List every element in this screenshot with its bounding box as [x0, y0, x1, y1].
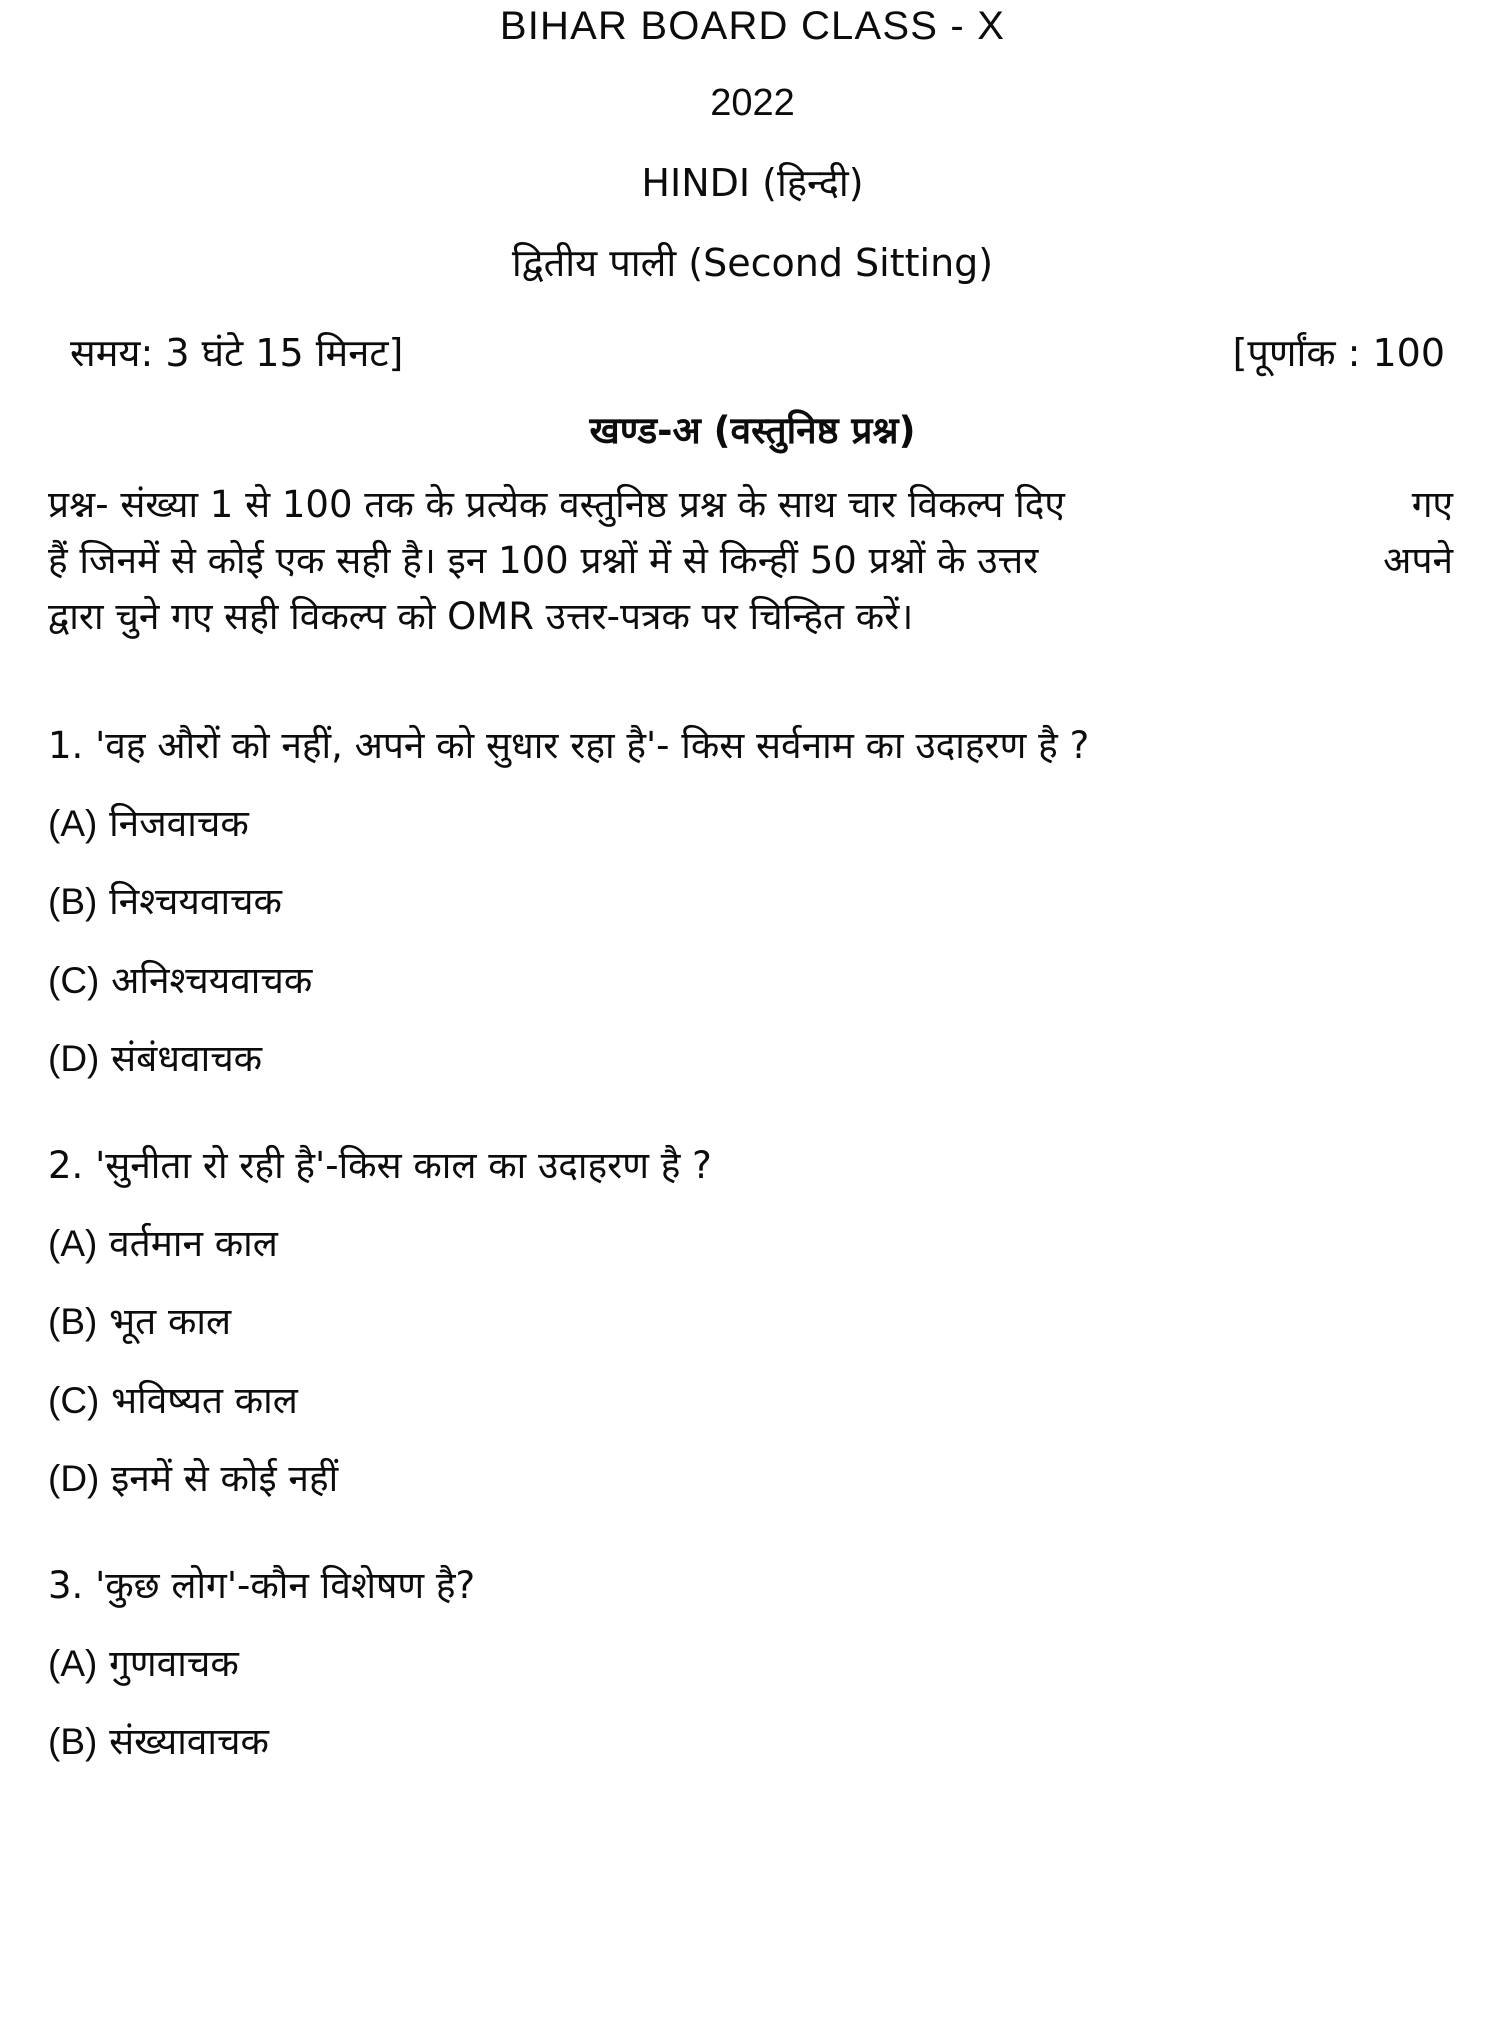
question-1-option-b[interactable] — [48, 880, 1457, 924]
full-marks: [पूर्णांक : 100 — [1232, 331, 1445, 375]
question-2-option-d-label: इनमें से कोई नहीं — [111, 1457, 339, 1501]
question-1 — [48, 724, 1457, 1082]
question-2-option-d-mark: (D) — [48, 1458, 100, 1500]
question-2-option-c-mark: (C) — [48, 1379, 100, 1421]
question-2-option-a-label: वर्तमान काल — [109, 1222, 278, 1266]
question-1-option-b-mark: (B) — [48, 881, 98, 923]
instructions-line-3: द्वारा चुने गए सही विकल्प को OMR उत्तर-पत्रक पर चिन्हित करें। — [48, 595, 914, 639]
question-1-option-a[interactable] — [48, 802, 1457, 846]
time-allowed: समय: 3 घंटे 15 मिनट] — [70, 331, 404, 375]
question-1-option-b-label: निश्चयवाचक — [109, 880, 282, 924]
question-3-stem: 'कुछ लोग'-कौन विशेषण है? — [95, 1563, 476, 1607]
instructions-line-2-main: हैं जिनमें से कोई एक सही है। इन 100 प्रश्नों में से किन्हीं 50 प्रश्नों के उत्तर — [48, 539, 1039, 583]
question-2-option-b[interactable] — [48, 1300, 1457, 1344]
question-1-option-d[interactable] — [48, 1037, 1457, 1081]
question-2-number: 2. — [48, 1143, 84, 1187]
question-1-option-c[interactable] — [48, 959, 1457, 1003]
question-1-stem: 'वह औरों को नहीं, अपने को सुधार रहा है'- किस सर्वनाम का उदाहरण है ? — [95, 723, 1090, 767]
question-2-option-c[interactable] — [48, 1379, 1457, 1423]
question-2-option-d[interactable] — [48, 1457, 1457, 1501]
question-1-text — [48, 724, 1457, 768]
question-1-option-c-mark: (C) — [48, 959, 100, 1001]
question-3-text — [48, 1564, 1457, 1608]
question-3-number: 3. — [48, 1563, 84, 1607]
question-1-option-a-mark: (A) — [48, 803, 98, 845]
question-2-option-a[interactable] — [48, 1222, 1457, 1266]
question-2-option-c-label: भविष्यत काल — [111, 1378, 298, 1422]
question-1-option-d-mark: (D) — [48, 1038, 100, 1080]
section-heading: खण्ड-अ (वस्तुनिष्ठ प्रश्न) — [589, 409, 916, 452]
question-3 — [48, 1564, 1457, 1765]
question-2-option-b-mark: (B) — [48, 1301, 98, 1343]
question-3-option-a-mark: (A) — [48, 1643, 98, 1684]
instructions-line-1-tail: गए — [1411, 483, 1453, 526]
question-1-option-d-label: संबंधवाचक — [111, 1037, 263, 1081]
question-3-option-b[interactable] — [48, 1720, 1457, 1764]
question-2-text — [48, 1144, 1457, 1188]
page-header — [48, 0, 1457, 285]
question-2 — [48, 1144, 1457, 1502]
question-2-stem: 'सुनीता रो रही है'-किस काल का उदाहरण है ? — [95, 1143, 712, 1187]
question-1-option-c-label: अनिश्चयवाचक — [111, 958, 313, 1002]
instructions-block — [48, 477, 1457, 646]
exam-meta-row — [48, 326, 1457, 378]
sitting-label: द्वितीय पाली (Second Sitting) — [511, 241, 994, 285]
instructions-line-1 — [48, 477, 1453, 533]
question-3-option-b-mark: (B) — [48, 1721, 98, 1763]
question-2-option-b-label: भूत काल — [109, 1300, 232, 1344]
instructions-line-2 — [48, 533, 1453, 589]
question-3-option-b-label: संख्यावाचक — [109, 1720, 269, 1764]
question-2-option-a-mark: (A) — [48, 1223, 98, 1265]
question-1-number: 1. — [48, 723, 84, 767]
instructions-line-1-main: प्रश्न- संख्या 1 से 100 तक के प्रत्येक वस्तुनिष्ठ प्रश्न के साथ चार विकल्प दिए — [48, 483, 1065, 526]
question-3-option-a-label: गुणवाचक — [109, 1642, 239, 1685]
board-title: BIHAR BOARD CLASS - X — [499, 4, 1006, 48]
subject-title: HINDI (हिन्दी) — [641, 161, 864, 205]
question-3-option-a[interactable] — [48, 1642, 1457, 1686]
question-1-option-a-label: निजवाचक — [109, 802, 249, 846]
exam-year: 2022 — [710, 82, 795, 124]
instructions-line-2-tail: अपने — [1383, 539, 1453, 583]
